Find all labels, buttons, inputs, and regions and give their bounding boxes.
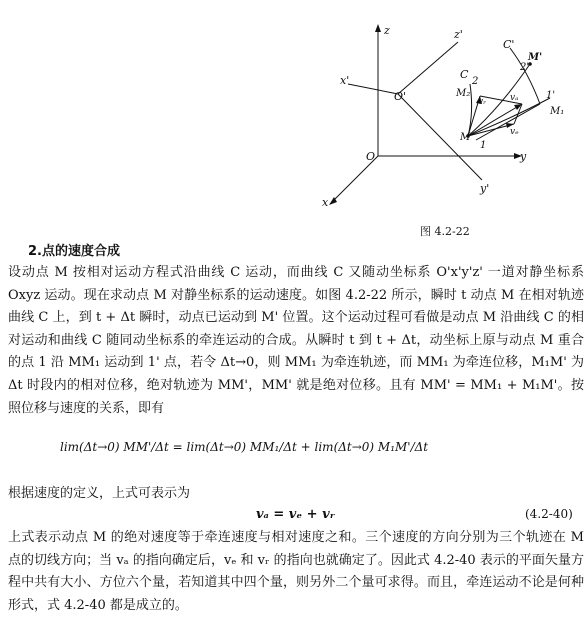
- label-z: z: [384, 24, 390, 37]
- axis-x-prime: [348, 84, 398, 94]
- label-x: x: [322, 196, 329, 209]
- formula-velocity: vₐ = vₑ + vᵣ: [256, 507, 336, 522]
- label-O: O: [366, 150, 376, 163]
- paragraph-intro: 设动点 M 按相对运动方程式沿曲线 C 运动，而曲线 C 又随动坐标系 O'x'y'z' 一道对静坐标系 Oxyz 运动。现在求动点 M 对静坐标系的运动速度。如图 4.2-22 所示，瞬时 t 动点 M 在相对轨迹曲线 C 上，到 t + Δt 瞬时，动点已运动到 M' 位置。这个运动过程可看做是动点 M 沿曲线 C 的相对运动和曲线 C 随同动坐标系的牵连运动的合成。从瞬时 t 到 t + Δt，动坐标上原与动点 M 重合的点 1 沿 MM₁ 运动到 1' 点，若令 Δt→0，则 MM₁ 为牵连轨迹，而 MM₁ 为牵连位移，M₁M' 为 Δt 时段内的相对位移，绝对轨迹为 MM'，MM' 就是绝对位移。且有 MM' = MM₁ + M₁M'。按照位移与速度的关系，即有: [8, 265, 584, 416]
- label-M1: M₁: [550, 106, 565, 117]
- equation-number: (4.2-40): [525, 507, 573, 521]
- label-C-prime: C': [503, 38, 515, 51]
- label-1: 1: [480, 140, 487, 151]
- label-2-prime: 2': [520, 62, 530, 73]
- label-M-prime: M': [528, 52, 543, 63]
- label-C: C: [460, 68, 469, 81]
- formula-limit: lim(Δt→0) MM'/Δt = lim(Δt→0) MM₁/Δt + lim(Δt→0) M₁M'/Δt: [60, 440, 429, 454]
- label-2: 2: [472, 76, 479, 87]
- label-O-prime: O': [394, 90, 407, 103]
- label-x-prime: x': [340, 74, 350, 87]
- label-vr: vᵣ: [478, 97, 487, 107]
- axis-z-prime: [398, 42, 458, 94]
- figure-4-2-22: [0, 0, 588, 235]
- paragraph-velocity-definition: 根据速度的定义，上式可表示为: [8, 486, 191, 501]
- label-y-prime: y': [480, 182, 490, 195]
- label-y: y: [520, 150, 527, 163]
- paragraph-conclusion: 上式表示动点 M 的绝对速度等于牵连速度与相对速度之和。三个速度的方向分别为三个轨迹在 M 点的切线方向；当 vₐ 的指向确定后，vₑ 和 vᵣ 的指向也就确定了。因此式 4.2-40 表示的平面矢量方程中共有大小、方位六个量，若知道其中四个量，则另外二个量可求得。而且，牵连运动不论是何种形式，式 4.2-40 都是成立的。: [8, 530, 584, 613]
- figure-caption: 图 4.2-22: [420, 225, 470, 238]
- label-z-prime: z': [454, 28, 463, 41]
- label-M: M: [460, 132, 471, 143]
- label-va: vₐ: [510, 93, 519, 103]
- label-M2: M₂: [456, 88, 471, 99]
- section-heading: 2.点的速度合成: [28, 244, 120, 259]
- label-ve: vₑ: [510, 127, 519, 137]
- label-1-prime: 1': [546, 90, 556, 101]
